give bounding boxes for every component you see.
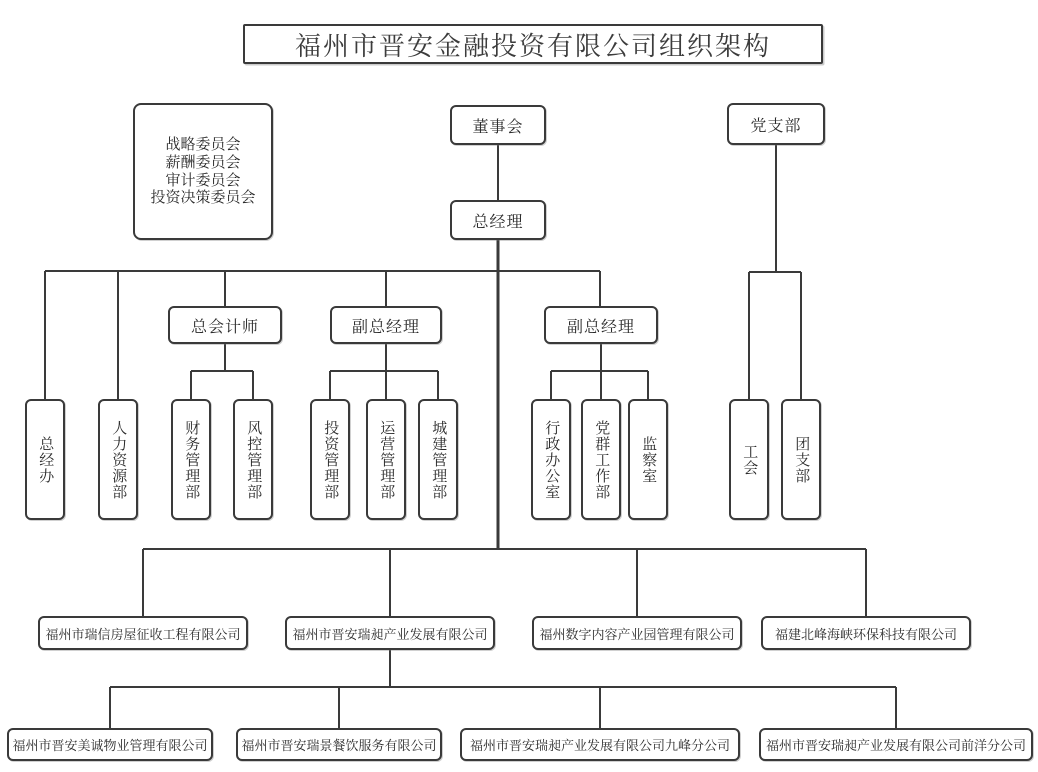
node-branch-ruijing-catering: 福州市晋安瑞景餐饮服务有限公司 (236, 728, 442, 761)
node-dept-operations (366, 399, 406, 520)
dept-label: 投资管理部 (322, 419, 340, 500)
node-branch-meicheng-property: 福州市晋安美诚物业管理有限公司 (7, 728, 213, 761)
committee-compensation: 薪酬委员会 (165, 153, 241, 171)
node-youth-league-branch (781, 399, 821, 520)
dept-label: 城建管理部 (430, 419, 448, 500)
node-party-branch: 党支部 (727, 103, 825, 145)
dept-label: 行政办公室 (543, 419, 561, 500)
node-subsidiary-ruixin-housing: 福州市瑞信房屋征收工程有限公司 (38, 616, 248, 650)
node-dept-risk-control (233, 399, 273, 520)
node-chief-accountant: 总会计师 (168, 306, 282, 344)
dept-label: 风控管理部 (245, 419, 263, 500)
dept-label: 人力资源部 (110, 419, 128, 500)
node-dept-urban-construction (418, 399, 458, 520)
node-dept-general-office (25, 399, 65, 520)
node-dept-administrative-office (531, 399, 571, 520)
node-labor-union (729, 399, 769, 520)
chart-title: 福州市晋安金融投资有限公司组织架构 (243, 24, 823, 64)
dept-label: 总经办 (37, 435, 55, 484)
node-dept-party-mass-work (581, 399, 621, 520)
node-dept-human-resources (98, 399, 138, 520)
node-board-of-directors: 董事会 (450, 105, 546, 145)
node-dept-investment (310, 399, 350, 520)
dept-label: 运营管理部 (378, 419, 396, 500)
dept-label: 党群工作部 (593, 419, 611, 500)
dept-label: 财务管理部 (183, 419, 201, 500)
committee-strategy: 战略委员会 (165, 136, 241, 154)
committee-audit: 审计委员会 (165, 171, 241, 189)
node-subsidiary-digital-content-park: 福州数字内容产业园管理有限公司 (532, 616, 742, 650)
node-general-manager: 总经理 (450, 200, 546, 240)
committees-box (133, 103, 273, 240)
node-subsidiary-beifeng-haixia-environment: 福建北峰海峡环保科技有限公司 (761, 616, 971, 650)
node-deputy-gm-right: 副总经理 (544, 306, 658, 344)
node-dept-finance (171, 399, 211, 520)
dept-label: 监察室 (640, 435, 658, 484)
dept-label: 团支部 (793, 435, 811, 484)
dept-label: 工会 (741, 443, 759, 476)
node-branch-ruichang-qianyang: 福州市晋安瑞昶产业发展有限公司前洋分公司 (759, 728, 1033, 761)
node-deputy-gm-left: 副总经理 (330, 306, 442, 344)
node-subsidiary-ruichang-industry: 福州市晋安瑞昶产业发展有限公司 (285, 616, 495, 650)
committee-investment-decision: 投资决策委员会 (150, 189, 256, 207)
node-branch-ruichang-jiufeng: 福州市晋安瑞昶产业发展有限公司九峰分公司 (460, 728, 740, 761)
node-dept-supervision-office (628, 399, 668, 520)
